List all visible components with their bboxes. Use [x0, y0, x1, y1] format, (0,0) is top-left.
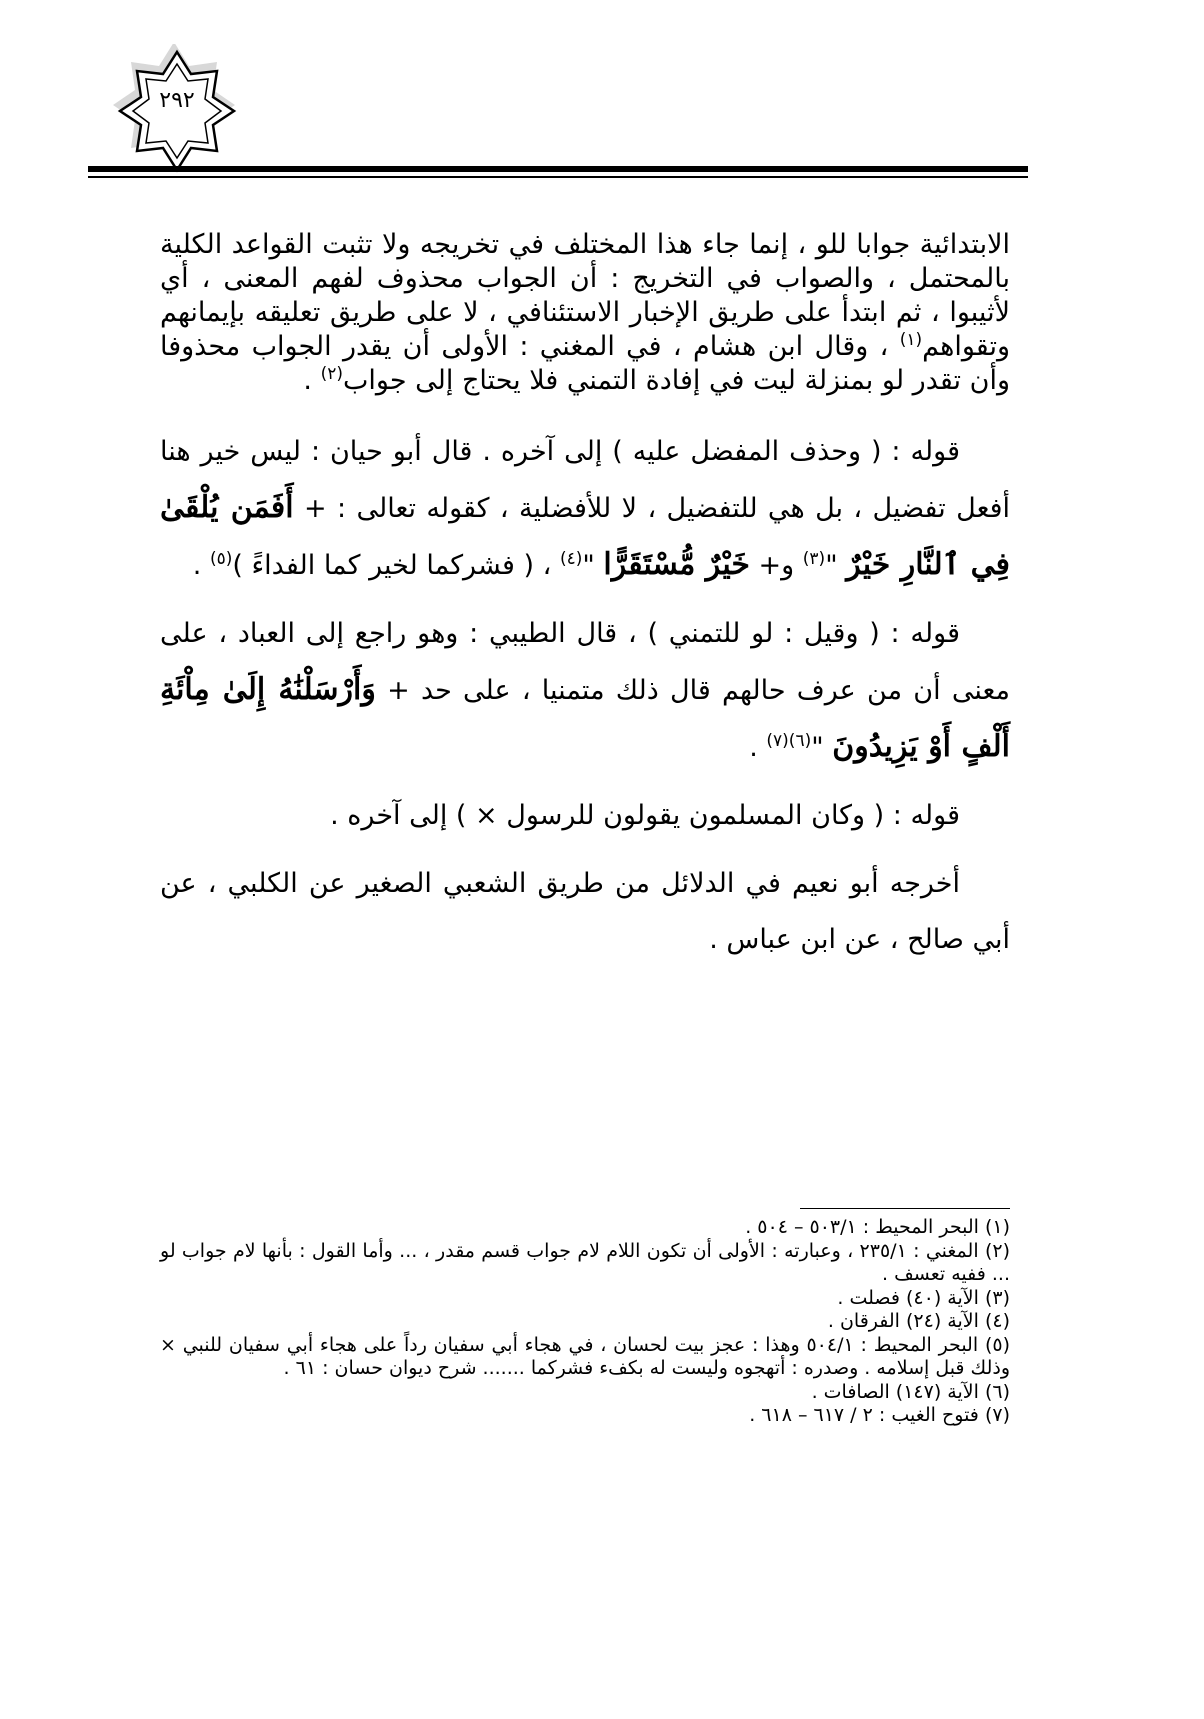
- footnote-ref: (٦): [788, 731, 812, 751]
- header-rule-thick: [88, 166, 1028, 172]
- footnote-text: الآية (٤٠) فصلت .: [837, 1286, 979, 1309]
- footnote-ref: (٤): [559, 549, 583, 569]
- text-run: .: [749, 732, 767, 763]
- footnote-7: [160, 1404, 1010, 1428]
- quran-quote: خَيْرٌ مُّسْتَقَرًّا: [603, 547, 750, 582]
- text-run: و+: [749, 550, 803, 581]
- footnote-number: (٧): [984, 1404, 1010, 1426]
- text-run: الابتدائية جوابا للو ، إنما جاء هذا المختلف في تخريجه ولا تثبت القواعد الكلية بالمحتمل ، والصواب في التخريج : أن الجواب محذوف لفهم المعنى ، أي لأثيبوا ، ثم ابتدأ على طريق الإخبار الاستئنافي ، لا على طريق تعليقه بإيمانهم وتقواهم: [160, 229, 1010, 362]
- footnote-text: الآية (١٤٧) الصافات .: [811, 1380, 979, 1403]
- footnote-number: (٤): [984, 1310, 1010, 1332]
- footnote-text: البحر المحيط : ٥٠٣/١ – ٥٠٤ .: [745, 1216, 979, 1238]
- page-number: ٢٩٢: [159, 88, 195, 113]
- footnote-ref: (٢): [320, 364, 343, 384]
- paragraph-tayyibi: [160, 606, 1010, 776]
- footnote-text: فتوح الغيب : ٢ / ٦١٧ – ٦١٨ .: [749, 1404, 979, 1426]
- footnote-number: (١): [984, 1216, 1010, 1238]
- quran-quote: وَأَرْسَلْنَٰهُ إِلَىٰ مِاْئَةِ أَلْفٍ أَوْ يَزِيدُونَ: [160, 672, 1010, 764]
- footnote-ref: (٥): [209, 549, 233, 569]
- main-text: [160, 228, 1010, 980]
- footnotes: [160, 1216, 1010, 1428]
- page-number-badge: [112, 44, 242, 174]
- footnote-2: [160, 1240, 1010, 1287]
- footnote-ref: (١): [899, 330, 923, 350]
- footnote-text: المغني : ٢٣٥/١ ، وعبارته : الأولى أن تكون اللام لام جواب قسم مقدر ، ... وأما القول : بأنها لام جواب لو ... ففيه تعسف .: [160, 1239, 1010, 1285]
- footnote-5: [160, 1334, 1010, 1381]
- text-run: ": [582, 550, 604, 581]
- quran-quote: أَفَمَن يُلْقَىٰ فِي ٱلنَّارِ خَيْرٌ: [160, 490, 1010, 582]
- footnote-separator: [800, 1208, 1010, 1209]
- footnote-ref: (٧): [766, 731, 789, 751]
- text-run: ": [825, 550, 847, 581]
- footnote-number: (٦): [984, 1380, 1010, 1403]
- text-run: .: [303, 365, 321, 396]
- paragraph-abu-hayyan: [160, 424, 1010, 594]
- footnote-3: [160, 1287, 1010, 1311]
- paragraph-muslims: قوله : ( وكان المسلمون يقولون للرسول × ) إلى آخره .: [330, 800, 960, 831]
- footnote-1: [160, 1216, 1010, 1240]
- continued-paragraph: [160, 228, 1010, 398]
- text-run: ": [811, 732, 833, 763]
- footnote-text: الآية (٢٤) الفرقان .: [827, 1310, 979, 1332]
- paragraph-abu-nuaym: أخرجه أبو نعيم في الدلائل من طريق الشعبي الصغير عن الكلبي ، عن أبي صالح ، عن ابن عباس .: [160, 868, 1010, 955]
- text-run: .: [192, 550, 210, 581]
- footnote-ref: (٣): [802, 549, 826, 569]
- footnote-number: (٢): [984, 1239, 1010, 1262]
- text-run: ، ( فشركما لخير كما الفداءً ): [232, 550, 560, 581]
- footnote-number: (٣): [984, 1286, 1010, 1309]
- header-rule-thin: [88, 176, 1028, 178]
- text-run: ، وقال ابن هشام ، في المغني : الأولى أن يقدر الجواب محذوفا وأن تقدر لو بمنزلة ليت في إفادة التمني فلا يحتاج إلى جواب: [160, 331, 1010, 396]
- footnote-number: (٥): [984, 1333, 1010, 1356]
- text-run: قوله : ( وحذف المفضل عليه ) إلى آخره . قال أبو حيان : ليس خير هنا أفعل تفضيل ، بل هي للتفضيل ، لا للأفضلية ، كقوله تعالى : +: [160, 436, 1010, 524]
- footnote-4: [160, 1310, 1010, 1334]
- text-run: قوله : ( وقيل : لو للتمني ) ، قال الطيبي : وهو راجع إلى العباد ، على معنى أن من عرف حالهم قال ذلك متمنيا ، على حد +: [160, 618, 1010, 706]
- footnote-6: [160, 1381, 1010, 1405]
- footnote-text: البحر المحيط : ٥٠٤/١ وهذا : عجز بيت لحسان ، في هجاء أبي سفيان رداً على هجاء أبي سفيان للنبي × وذلك قبل إسلامه . وصدره : أتهجوه وليست له بكفء فشركما ....... شرح ديوان حسان : ٦١ .: [160, 1333, 1010, 1379]
